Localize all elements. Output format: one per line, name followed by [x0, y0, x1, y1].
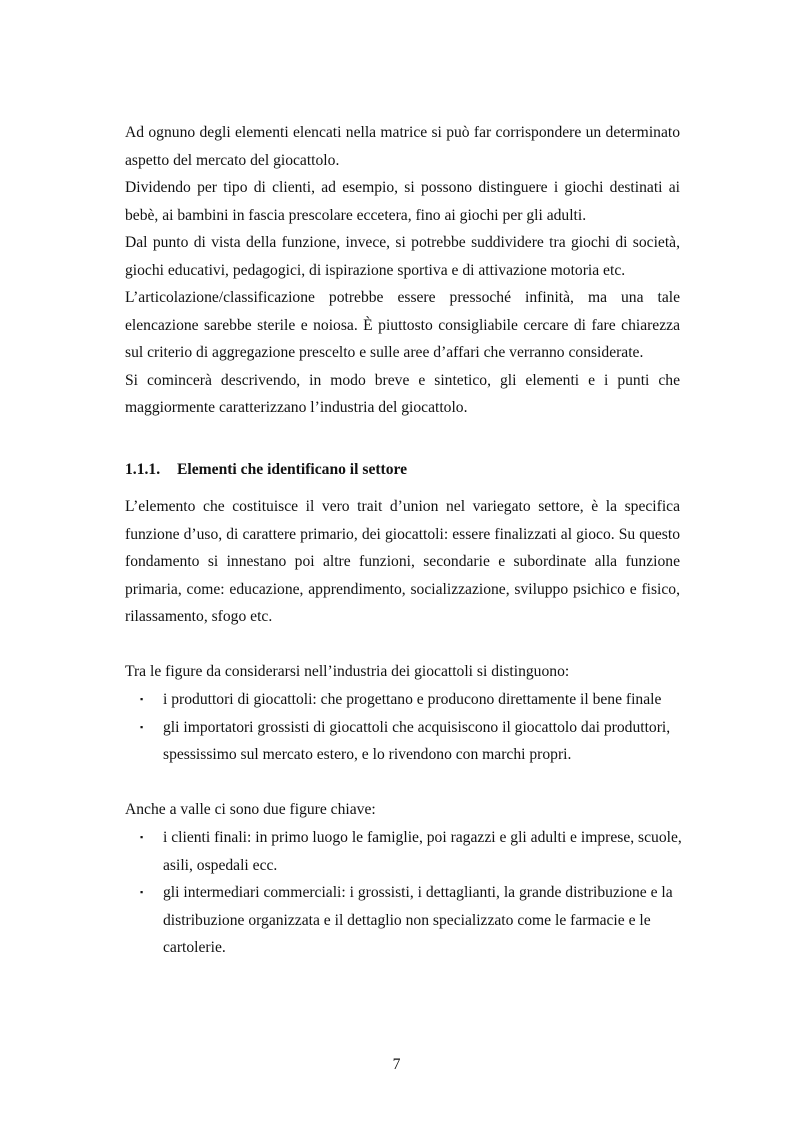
- list-item-text: i clienti finali: in primo luogo le famiglie, poi ragazzi e gli adulti e imprese, scuole, asili, ospedali ecc.: [163, 829, 682, 874]
- section-paragraph: L’elemento che costituisce il vero trait d’union nel variegato settore, è la specifica funzione d’uso, di carattere primario, dei giocattoli: essere finalizzati al gioco. Su questo fondamento si innestano poi altre funzioni, secondarie e subordinate alla funzione primaria, come: educazione, apprendimento, socializzazione, sviluppo psichico e fisico, rilassamento, sfogo etc.: [125, 498, 680, 625]
- list-item: [125, 686, 685, 714]
- downstream-list: [125, 824, 685, 962]
- intro-text: [125, 119, 680, 422]
- bullet-icon: ▪: [140, 832, 144, 842]
- section-number: 1.1.1.: [125, 461, 161, 478]
- intro-paragraph-4: L’articolazione/classificazione potrebbe essere pressoché infinità, ma una tale elencazione sarebbe sterile e noiosa. È piuttosto consigliabile cercare di fare chiarezza sul criterio di aggregazione prescelto e sulle aree d’affari che verranno considerate.: [125, 289, 680, 361]
- downstream-intro: Anche a valle ci sono due figure chiave:: [125, 801, 376, 818]
- bullet-icon: ▪: [140, 721, 144, 732]
- figures-list: [125, 686, 685, 769]
- bullet-icon: ▪: [140, 694, 144, 704]
- page-number: 7: [392, 1056, 401, 1073]
- list-item-text: gli intermediari commerciali: i grossisti, i dettaglianti, la grande distribuzione e la distribuzione organizzata e il dettaglio non specializzato come le farmacie e le cartolerie.: [163, 884, 673, 956]
- intro-paragraph-3: Dal punto di vista della funzione, invece, si potrebbe suddividere tra giochi di società, giochi educativi, pedagogici, di ispirazione sportiva e di attivazione motoria etc.: [125, 234, 680, 279]
- list-item: [125, 714, 685, 769]
- section-title: Elementi che identificano il settore: [177, 461, 408, 478]
- intro-paragraph-5: Si comincerà descrivendo, in modo breve e sintetico, gli elementi e i punti che maggiormente caratterizzano l’industria del giocattolo.: [125, 371, 680, 416]
- section-heading: [125, 458, 680, 482]
- list-item-text: i produttori di giocattoli: che progettano e producono direttamente il bene finale: [163, 691, 662, 708]
- list-item: [125, 824, 685, 879]
- intro-paragraph-1: Ad ognuno degli elementi elencati nella matrice si può far corrispondere un determinato aspetto del mercato del giocattolo.: [125, 124, 680, 169]
- intro-paragraph-2: Dividendo per tipo di clienti, ad esempio, si possono distinguere i giochi destinati ai bebè, ai bambini in fascia prescolare eccetera, fino ai giochi per gli adulti.: [125, 179, 680, 224]
- list-item-text: gli importatori grossisti di giocattoli che acquisiscono il giocattolo dai produttori, spessissimo sul mercato estero, e lo rivendono con marchi propri.: [163, 718, 671, 763]
- list-item: [125, 879, 685, 962]
- figures-intro: Tra le figure da considerarsi nell’industria dei giocattoli si distinguono:: [125, 663, 570, 680]
- bullet-icon: ▪: [140, 887, 144, 897]
